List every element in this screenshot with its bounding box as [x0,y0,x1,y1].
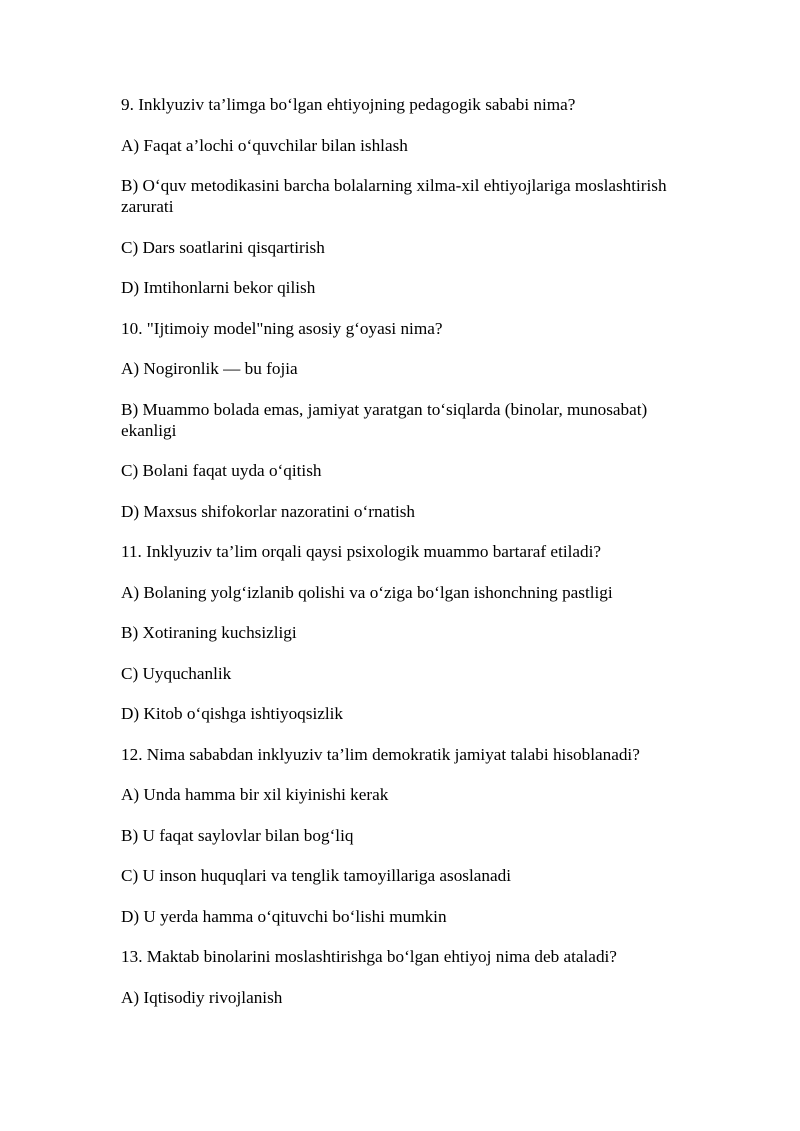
question-11-option-c: C) Uyquchanlik [121,663,232,683]
question-10-option-b: B) Muammo bolada emas, jamiyat yaratgan to‘siqlarda (binolar, munosabat) ekanligi [121,399,648,440]
question-11-option-b: B) Xotiraning kuchsizligi [121,623,297,642]
question-11-option-a: A) Bolaning yolg‘izlanib qolishi va o‘ziga bo‘lgan ishonchning pastligi [121,582,613,602]
question-10-option-d: D) Maxsus shifokorlar nazoratini o‘rnatish [121,501,416,521]
question-10-option-c: C) Bolani faqat uyda o‘qitish [121,461,322,480]
question-12-option-a: A) Unda hamma bir xil kiyinishi kerak [121,785,389,804]
question-9-option-d: D) Imtihonlarni bekor qilish [121,278,316,297]
question-12-option-c: C) U inson huquqlari va tenglik tamoyillariga asoslanadi [121,866,511,885]
question-12: 12. Nima sababdan inklyuziv ta’lim demokratik jamiyat talabi hisoblanadi? [121,744,640,764]
question-13-option-a: A) Iqtisodiy rivojlanish [121,987,283,1007]
question-11-option-d: D) Kitob o‘qishga ishtiyoqsizlik [121,704,343,723]
document-body [121,94,681,1027]
question-10: 10. "Ijtimoiy model"ning asosiy g‘oyasi nima? [121,318,443,338]
question-12-option-d: D) U yerda hamma o‘qituvchi bo‘lishi mumkin [121,906,447,926]
question-13: 13. Maktab binolarini moslashtirishga bo‘lgan ehtiyoj nima deb ataladi? [121,947,617,966]
question-9-option-a: A) Faqat a’lochi o‘quvchilar bilan ishlash [121,135,408,155]
question-11: 11. Inklyuziv ta’lim orqali qaysi psixologik muammo bartaraf etiladi? [121,542,602,561]
question-12-option-b: B) U faqat saylovlar bilan bog‘liq [121,825,354,845]
question-9-option-c: C) Dars soatlarini qisqartirish [121,237,325,257]
question-10-option-a: A) Nogironlik — bu fojia [121,359,298,378]
question-9-option-b: B) O‘quv metodikasini barcha bolalarning xilma-xil ehtiyojlariga moslashtirish zarurati [121,176,667,216]
question-9: 9. Inklyuziv ta’limga bo‘lgan ehtiyojning pedagogik sababi nima? [121,95,576,114]
